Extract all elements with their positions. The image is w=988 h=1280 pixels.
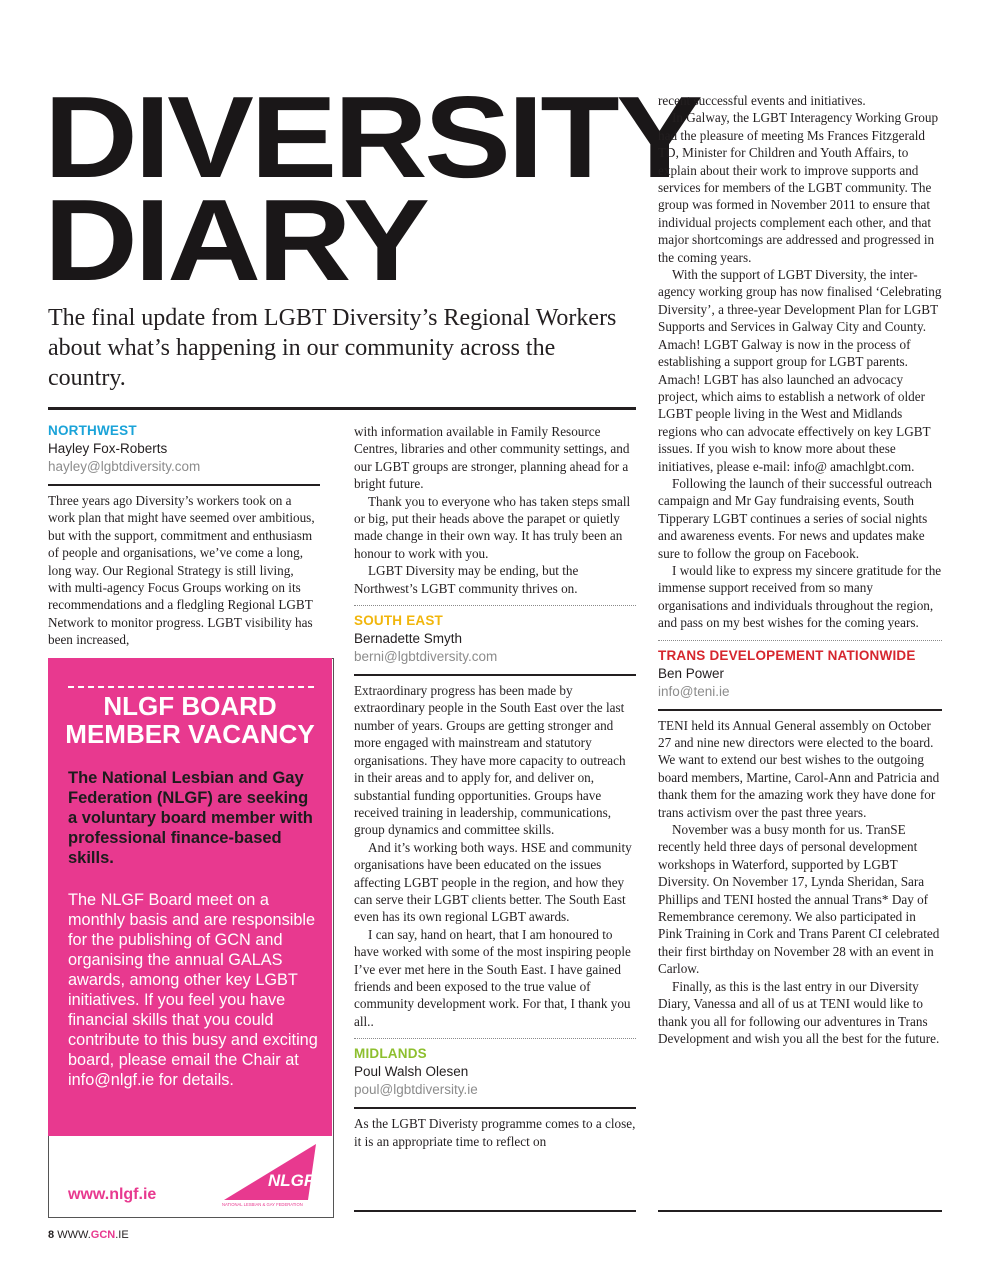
body-paragraph: Finally, as this is the last entry in our Diversity Diary, Vanessa and all of us at TENI would like to thank you all for following our adventures in Trans Development and wish you all the best for the future. — [658, 978, 940, 1046]
advert-dashed-rule — [68, 686, 314, 688]
section-divider — [354, 1038, 636, 1039]
page-number: 8 — [48, 1229, 55, 1241]
site-prefix: WWW. — [57, 1229, 91, 1241]
intro-rule — [48, 407, 636, 410]
column-2 — [354, 423, 636, 1150]
author-name: Poul Walsh Olesen — [354, 1064, 469, 1080]
section-heading-trans: TRANS DEVELOPEMENT NATIONWIDE — [658, 647, 916, 663]
author-name: Hayley Fox-Roberts — [48, 441, 168, 456]
body-paragraph: With the support of LGBT Diversity, the inter-agency working group has now finalised ‘Celebrating Diversity’, a three-year Development Plan for LGBT Supports and Services in Galway City and County. Amach! LGBT Galway is now in the process of establishing a support group for LGBT parents. Amach! LGBT has also launched an advocacy project, which aims to establish a network of older LGBT people living in the West and Midlands regions who can advocate effectively on key LGBT issues. If you wish to know more about these initiatives, please e-mail: info@ amachlgbt.com. — [658, 267, 942, 474]
author-name: Ben Power — [658, 665, 725, 681]
page-title — [44, 72, 700, 305]
section-heading-northwest: NORTHWEST — [48, 423, 137, 438]
advert-url-link[interactable]: www.nlgf.ie — [68, 1186, 157, 1203]
body-paragraph: with information available in Family Resource Centres, libraries and other community settings, and our LGBT groups are stronger, planning ahead for a bright future. — [354, 424, 630, 492]
section-rule — [354, 1107, 636, 1109]
section-rule — [48, 484, 320, 486]
body-paragraph: recent successful events and initiatives. — [658, 93, 866, 108]
section-divider — [354, 605, 636, 606]
section-divider — [658, 640, 942, 641]
advert-title-line-2: MEMBER VACANCY — [65, 719, 315, 749]
page-folio — [48, 1228, 129, 1242]
logo-subtext: NATIONAL LESBIAN & GAY FEDERATION — [222, 1202, 303, 1207]
section-rule — [658, 709, 942, 711]
intro-standfirst: The final update from LGBT Diversity’s Regional Workers about what’s happening in our community across the country. — [48, 305, 617, 391]
logo-text: NLGF — [268, 1171, 315, 1190]
author-email[interactable]: hayley@lgbtdiversity.com — [48, 459, 201, 474]
column-2-bottom-rule — [354, 1210, 636, 1212]
body-paragraph: I would like to express my sincere gratitude for the immense support received from so many organisations and individuals throughout the region, and pass on my best wishes for the coming years. — [658, 562, 942, 631]
site-suffix: .IE — [115, 1229, 129, 1241]
body-paragraph: Three years ago Diversity’s workers took on a work plan that might have seemed over ambitious, but with the support, commitment and enthusiasm of people and organisations, we’ve come a long, long way. Our Regional Strategy is still living, with multi-agency Focus Groups working on its recommendations and a fledgling Regional LGBT Network to monitor progress. LGBT visibility has been increased, — [48, 493, 315, 648]
section-heading-midlands: MIDLANDS — [354, 1046, 427, 1062]
body-paragraph: November was a busy month for us. TranSE recently held three days of personal development workshops in Waterford, supported by LGBT Diversity. On November 17, Lynda Sheridan, Sara Phillips and TENI hosted the annual Trans* Day of Remembrance ceremony. We also participated in Pink Training in Cork and Trans Parent CI celebrated their first birthday on November 28 with an event in Carlow. — [658, 822, 940, 977]
advert-title-line-1: NLGF BOARD — [103, 691, 277, 721]
advert-title — [48, 692, 332, 748]
body-paragraph: And it’s working both ways. HSE and community organisations have been educated on the issues affecting LGBT people in the region, and how they can serve their LGBT clients better. The South East even has its own regional LGBT awards. — [354, 839, 632, 925]
author-name: Bernadette Smyth — [354, 631, 463, 647]
body-paragraph: I can say, hand on heart, that I am honoured to have worked with some of the most inspiring people I’ve ever met here in the South East. I have gained friends and been exposed to the true value of community development work. For that, I thank you all.. — [354, 926, 631, 1029]
section-rule — [354, 674, 636, 676]
body-paragraph: LGBT Diversity may be ending, but the Northwest’s LGBT community thrives on. — [354, 563, 579, 596]
nlgf-advert — [48, 658, 332, 1136]
body-paragraph: Extraordinary progress has been made by extraordinary people in the South East over the last number of years. Groups are getting stronger and more engaged with mainstream and statutory organisations. They have more capacity to outreach in their areas and to apply for, and deliver on, substantial funding opportunities. Groups have received training in leadership, communications, group dynamics and committee skills. — [354, 683, 626, 838]
advert-lead: The National Lesbian and Gay Federation (NLGF) are seeking a voluntary board member with professional finance-based skills. — [68, 769, 313, 867]
body-paragraph: Following the launch of their successful outreach campaign and Mr Gay fundraising events, South Tipperary LGBT continues a series of social nights and awareness events. For news and updates make sure to follow the group on Facebook. — [658, 475, 933, 561]
site-brand: GCN — [90, 1229, 116, 1241]
body-paragraph: In Galway, the LGBT Interagency Working Group had the pleasure of meeting Ms Frances Fitzgerald TD, Minister for Children and Youth Affairs, to explain about their work to improve supports and services for members of the LGBT community. The group was formed in November 2011 to ensure that individual projects complement each other, and that major shortcomings are addressed and progressed in the coming years. — [658, 110, 939, 265]
column-1 — [48, 422, 320, 649]
body-paragraph: Thank you to everyone who has taken steps small or big, put their heads above the parapet or quietly made change in their own way. It has truly been an honour to work with you. — [354, 493, 631, 561]
author-email[interactable]: poul@lgbtdiversity.ie — [354, 1082, 478, 1098]
column-3 — [658, 92, 942, 1047]
body-paragraph: TENI held its Annual General assembly on October 27 and nine new directors were elected to the board. We want to extend our best wishes to the outgoing board members, Martine, Carol-Ann and Patricia and thank them for the amazing work they have done for trans activism over the past three years. — [658, 717, 940, 820]
title-line-2: DIARY — [44, 175, 427, 305]
author-email[interactable]: berni@lgbtdiversity.com — [354, 649, 498, 665]
advert-body: The NLGF Board meet on a monthly basis and are responsible for the publishing of GCN and organising the annual GALAS awards, among other key LGBT initiatives. If you feel you have financial skills that you could contribute to this busy and exciting board, please email the Chair at info@nlgf.ie for details. — [68, 891, 318, 1089]
column-3-bottom-rule — [658, 1210, 942, 1212]
section-heading-southeast: SOUTH EAST — [354, 613, 444, 629]
author-email[interactable]: info@teni.ie — [658, 683, 730, 699]
nlgf-logo — [218, 1142, 322, 1208]
title-line-1: DIVERSITY — [44, 72, 700, 202]
body-paragraph: As the LGBT Diveristy programme comes to a close, it is an appropriate time to reflect on — [354, 1116, 636, 1149]
